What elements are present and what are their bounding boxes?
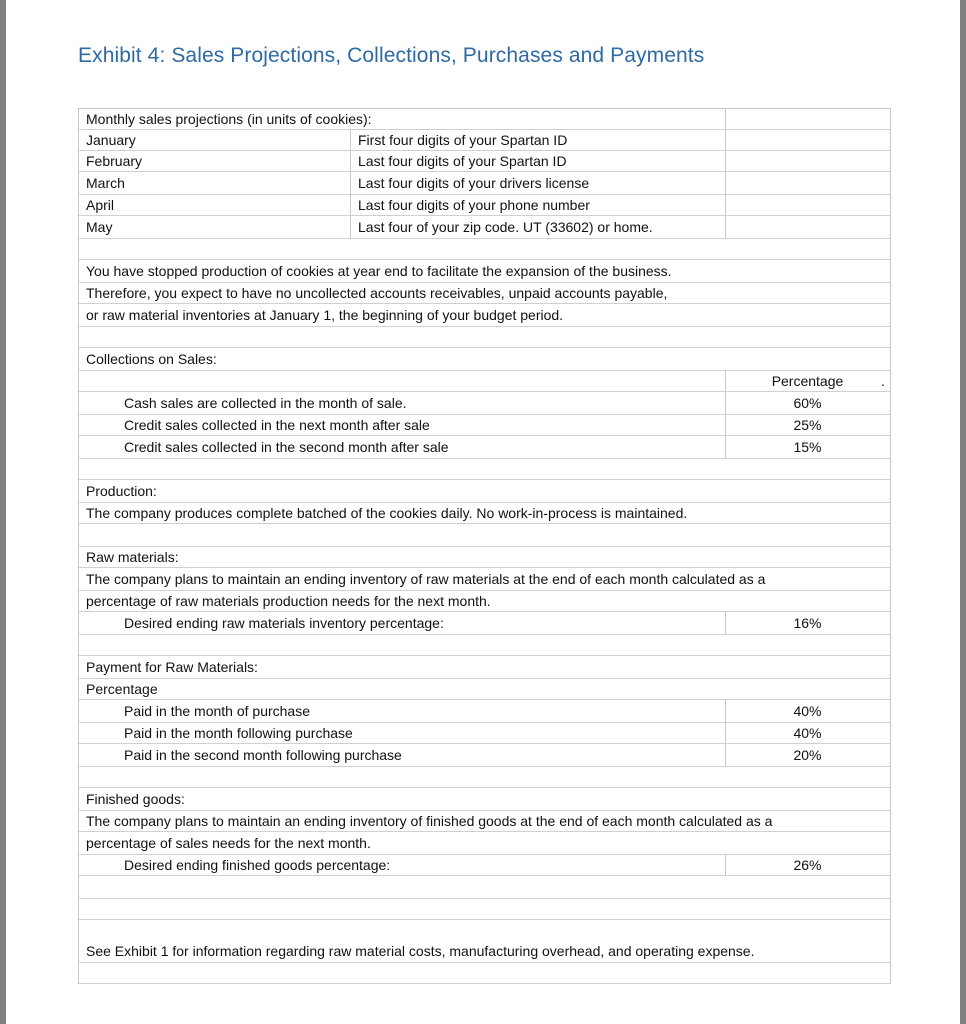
month-description: Last four of your zip code. UT (33602) or home. (358, 219, 653, 235)
exhibit-table (78, 108, 891, 984)
month-label: March (86, 175, 125, 191)
collection-percentage: 25% (793, 417, 822, 433)
payment-subheader-row (79, 679, 890, 700)
stray-dot: . (881, 373, 885, 389)
collection-label: Credit sales collected in the second month after sale (124, 439, 449, 455)
payment-row (79, 744, 890, 767)
payment-subheader: Percentage (86, 681, 158, 697)
payment-header-row (79, 656, 890, 679)
payment-percentage: 40% (793, 703, 822, 719)
sales-row-march (79, 172, 890, 195)
document-page (6, 0, 960, 1024)
blank-row (79, 767, 890, 788)
finished-goods-desired-percentage: 26% (793, 857, 822, 873)
month-description: Last four digits of your Spartan ID (358, 153, 567, 169)
production-text: The company produces complete batched of the cookies daily. No work-in-process is maintained. (86, 505, 688, 521)
finished-goods-header: Finished goods: (86, 791, 185, 807)
blank-row (79, 876, 890, 899)
finished-goods-desired-label: Desired ending finished goods percentage: (124, 857, 391, 873)
collection-percentage: 60% (793, 395, 822, 411)
raw-materials-line: The company plans to maintain an ending inventory of raw materials at the end of each month calculated as a (79, 568, 890, 591)
blank-row (79, 459, 890, 480)
collection-label: Credit sales collected in the next month after sale (124, 417, 430, 433)
raw-materials-desired-percentage: 16% (793, 615, 822, 631)
footer-note: See Exhibit 1 for information regarding raw material costs, manufacturing overhead, and operating expense. (86, 943, 755, 959)
month-description: First four digits of your Spartan ID (358, 132, 568, 148)
blank-row (79, 963, 890, 984)
blank-row (79, 327, 890, 348)
collections-percentage-header-row (79, 371, 890, 392)
payment-percentage: 40% (793, 725, 822, 741)
footer-note-row (79, 920, 890, 963)
raw-materials-header-row (79, 547, 890, 568)
sales-header: Monthly sales projections (in units of cookies): (86, 111, 372, 127)
payment-label: Paid in the month of purchase (124, 703, 311, 719)
collection-row (79, 392, 890, 415)
intro-line: or raw material inventories at January 1, the beginning of your budget period. (79, 304, 890, 327)
production-text-row (79, 503, 890, 524)
finished-goods-header-row (79, 788, 890, 811)
sales-row-april (79, 195, 890, 216)
blank-row (79, 239, 890, 260)
month-description: Last four digits of your phone number (358, 197, 590, 213)
month-label: February (86, 153, 143, 169)
payment-row (79, 700, 890, 723)
intro-line: Therefore, you expect to have no uncollected accounts receivables, unpaid accounts payable, (79, 283, 890, 304)
finished-goods-line: percentage of sales needs for the next month. (79, 832, 890, 855)
exhibit-title: Exhibit 4: Sales Projections, Collections, Purchases and Payments (78, 44, 705, 67)
payment-label: Paid in the second month following purchase (124, 747, 402, 763)
month-label: January (86, 132, 136, 148)
collection-label: Cash sales are collected in the month of sale. (124, 395, 407, 411)
finished-goods-line: The company plans to maintain an ending inventory of finished goods at the end of each month calculated as a (79, 811, 890, 832)
collection-percentage: 15% (793, 439, 822, 455)
raw-materials-desired-row (79, 612, 890, 635)
collection-row (79, 415, 890, 436)
raw-materials-line: percentage of raw materials production needs for the next month. (79, 591, 890, 612)
raw-materials-desired-label: Desired ending raw materials inventory percentage: (124, 615, 444, 631)
blank-row (79, 899, 890, 920)
sales-row-february (79, 151, 890, 172)
intro-line: You have stopped production of cookies at year end to facilitate the expansion of the business. (79, 260, 890, 283)
month-description: Last four digits of your drivers license (358, 175, 590, 191)
payment-percentage: 20% (793, 747, 822, 763)
month-label: May (86, 219, 113, 235)
blank-row (79, 635, 890, 656)
raw-materials-header: Raw materials: (86, 549, 179, 565)
percentage-header: Percentage (771, 373, 844, 389)
production-header: Production: (86, 483, 157, 499)
sales-row-may (79, 216, 890, 239)
month-label: April (86, 197, 115, 213)
production-header-row (79, 480, 890, 503)
payment-label: Paid in the month following purchase (124, 725, 353, 741)
collection-row (79, 436, 890, 459)
collections-header: Collections on Sales: (86, 351, 217, 367)
sales-row-january (79, 130, 890, 151)
finished-goods-desired-row (79, 855, 890, 876)
payment-row (79, 723, 890, 744)
payment-header: Payment for Raw Materials: (86, 659, 258, 675)
sales-header-row (79, 109, 890, 130)
blank-row (79, 524, 890, 547)
collections-header-row (79, 348, 890, 371)
